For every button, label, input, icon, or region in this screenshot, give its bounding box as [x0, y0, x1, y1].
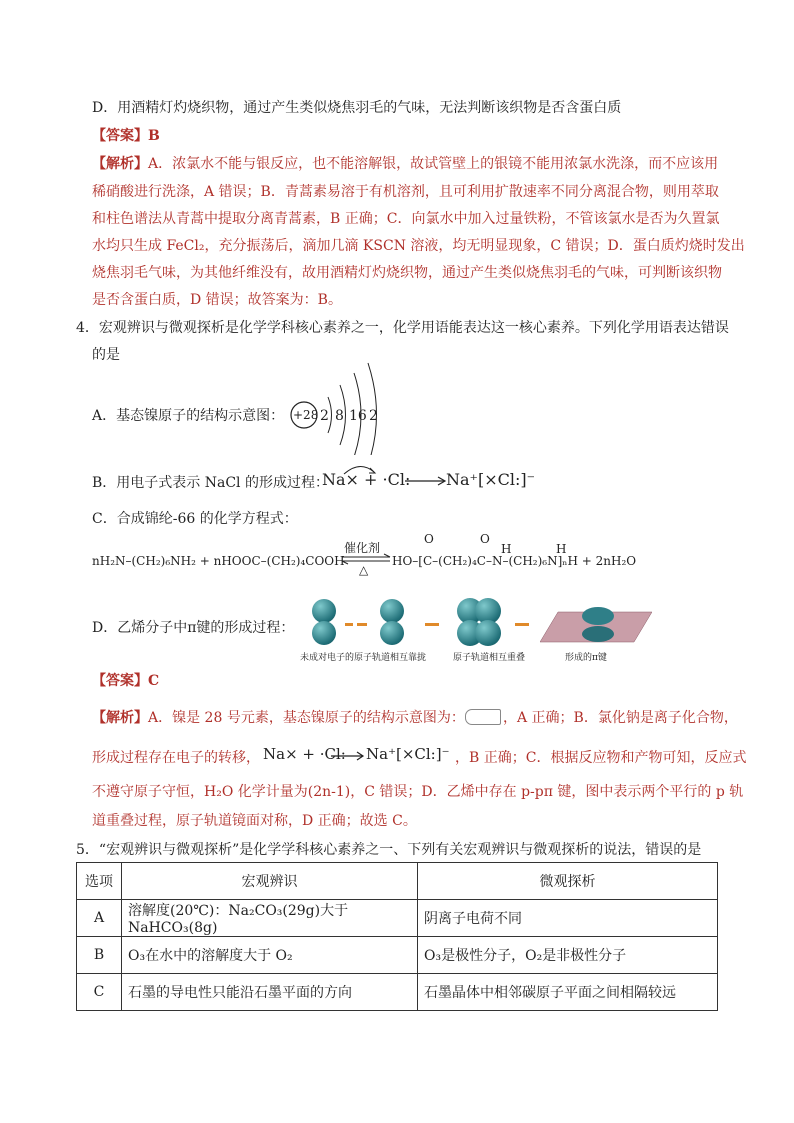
q4-answer: 【答案】C — [92, 673, 160, 689]
p-orbital — [380, 599, 404, 623]
electron-transfer-arrow — [342, 462, 378, 476]
ni-shell-count: 8 — [335, 408, 344, 424]
approach-arrow-icon — [345, 623, 353, 626]
pi-caption-3: 形成的π键 — [565, 653, 607, 663]
table-cell: 溶解度(20℃)：Na₂CO₃(29g)大于 NaHCO₃(8g) — [122, 900, 418, 937]
p-orbital — [312, 599, 336, 623]
nacl-lhs-inline: Na× + ·Cl: — [263, 745, 346, 763]
table-row — [77, 900, 718, 937]
reaction-arrow — [404, 475, 448, 487]
ni-nucleus-label: +28 — [293, 408, 319, 422]
q3-analysis-tag: 【解析】 — [92, 156, 148, 172]
pi-bond-figure — [295, 596, 655, 662]
nacl-lhs: Na× + ·Cl: — [322, 470, 411, 489]
ni-atom-diagram — [288, 345, 398, 455]
table-header: 微观探析 — [418, 863, 718, 900]
q5-stem: 5．“宏观辨识与微观探析”是化学学科核心素养之一、下列有关宏观辨识与微观探析的说法，错误的是 — [76, 842, 702, 858]
q4-option-d: D．乙烯分子中π键的形成过程： — [92, 620, 295, 636]
q4-analysis-line: A．镍是 28 号元素，基态镍原子的结构示意图为： — [148, 710, 465, 726]
p-orbital — [475, 620, 501, 646]
approach-arrow-icon — [357, 623, 367, 626]
q3-analysis-line: 是否含蛋白质，D 错误；故答案为：B。 — [92, 292, 342, 308]
table-cell: A — [77, 900, 122, 937]
table-cell: 阴离子电荷不同 — [418, 900, 718, 937]
nacl-rhs: Na⁺[×Cl:]⁻ — [446, 470, 536, 489]
table-row — [77, 937, 718, 974]
q3-option-d: D．用酒精灯灼烧织物，通过产生类似烧焦羽毛的气味，无法判断该织物是否含蛋白质 — [92, 100, 622, 116]
ni-shell-count: 2 — [369, 408, 378, 424]
q3-analysis-line: 水均只生成 FeCl₂，充分振荡后，滴加几滴 KSCN 溶液，均无明显现象，C 错误；D．蛋白质灼烧时发出 — [92, 238, 745, 254]
ni-shell-count: 2 — [320, 408, 329, 424]
table-header: 宏观辨识 — [122, 863, 418, 900]
ni-shell-count: 16 — [349, 408, 367, 424]
q4-analysis-line: ，A 正确；B．氯化钠是离子化合物， — [503, 710, 738, 726]
catalyst-label: 催化剂 — [344, 541, 381, 555]
q4-analysis-line: 形成过程存在电子的转移， — [92, 750, 260, 766]
q4-stem-cont: 的是 — [92, 347, 120, 363]
nacl-rhs-inline: Na⁺[×Cl:]⁻ — [366, 745, 450, 763]
nylon-eq-right: HO–[C–(CH₂)₄C–N–(CH₂)₆N]ₙH + 2nH₂O — [392, 554, 637, 568]
q3-analysis-line: 和柱色谱法从青蒿中提取分离青蒿素，B 正确；C．向氯水中加入过量铁粉，不管该氯水是否为久置氯 — [92, 211, 720, 227]
p-orbital — [312, 621, 336, 645]
q4-option-c: C．合成锦纶-66 的化学方程式： — [92, 511, 298, 527]
q5-options-table — [76, 862, 718, 1011]
oxygen-label: O — [480, 532, 490, 546]
heat-label: △ — [359, 563, 369, 577]
nylon-eq-left: nH₂N–(CH₂)₆NH₂ + nHOOC–(CH₂)₄COOH — [92, 554, 345, 568]
table-cell: 石墨的导电性只能沿石墨平面的方向 — [122, 974, 418, 1011]
q4-analysis-line: 道重叠过程，原子轨道镜面对称，D 正确；故选 C。 — [92, 813, 417, 829]
q3-analysis-line: A．浓氯水不能与银反应，也不能溶解银，故试管壁上的银镜不能用浓氯水洗涤，而不应该用 — [148, 156, 719, 172]
table-cell: O₃在水中的溶解度大于 O₂ — [122, 937, 418, 974]
mini-ni-diagram — [465, 709, 501, 725]
table-header: 选项 — [77, 863, 122, 900]
q4-option-b: B．用电子式表示 NaCl 的形成过程： — [92, 475, 329, 491]
arrow-icon — [515, 623, 529, 626]
q3-answer: 【答案】B — [92, 128, 160, 144]
q4-stem: 4．宏观辨识与微观探析是化学学科核心素养之一，化学用语能表达这一核心素养。下列化学用语表达错误 — [76, 320, 729, 336]
reaction-arrow-inline — [330, 750, 366, 762]
table-cell: 石墨晶体中相邻碳原子平面之间相隔较远 — [418, 974, 718, 1011]
hydrogen-label: H — [501, 542, 512, 556]
q3-analysis-line: 稀硝酸进行洗涤，A 错误；B．青蒿素易溶于有机溶剂，且可利用扩散速率不同分离混合物，则用萃取 — [92, 184, 719, 200]
q4-analysis-tag: 【解析】 — [92, 710, 148, 726]
q4-analysis-line: ，B 正确；C．根据反应物和产物可知，反应式 — [455, 750, 747, 766]
table-header-row — [77, 863, 718, 900]
q4-analysis-line: 不遵守原子守恒，H₂O 化学计量为(2n-1)，C 错误；D．乙烯中存在 p-pπ 键，图中表示两个平行的 p 轨 — [92, 784, 744, 800]
table-cell: C — [77, 974, 122, 1011]
q4-analysis — [92, 707, 465, 727]
arrow-icon — [425, 623, 439, 626]
table-cell: O₃是极性分子，O₂是非极性分子 — [418, 937, 718, 974]
p-orbital — [380, 621, 404, 645]
hydrogen-label: H — [556, 542, 567, 556]
oxygen-label: O — [424, 532, 434, 546]
pi-bond-plane — [540, 600, 652, 646]
q3-analysis-line: 烧焦羽毛气味，为其他纤维没有，故用酒精灯灼烧织物，通过产生类似烧焦羽毛的气味，可判断该织物 — [92, 265, 722, 281]
pi-caption-2: 原子轨道相互重叠 — [453, 653, 526, 663]
q4-option-a: A．基态镍原子的结构示意图： — [92, 408, 285, 424]
q3-analysis — [92, 153, 718, 173]
pi-caption-1: 未成对电子的原子轨道相互靠拢 — [300, 653, 427, 663]
table-row — [77, 974, 718, 1011]
table-cell: B — [77, 937, 122, 974]
